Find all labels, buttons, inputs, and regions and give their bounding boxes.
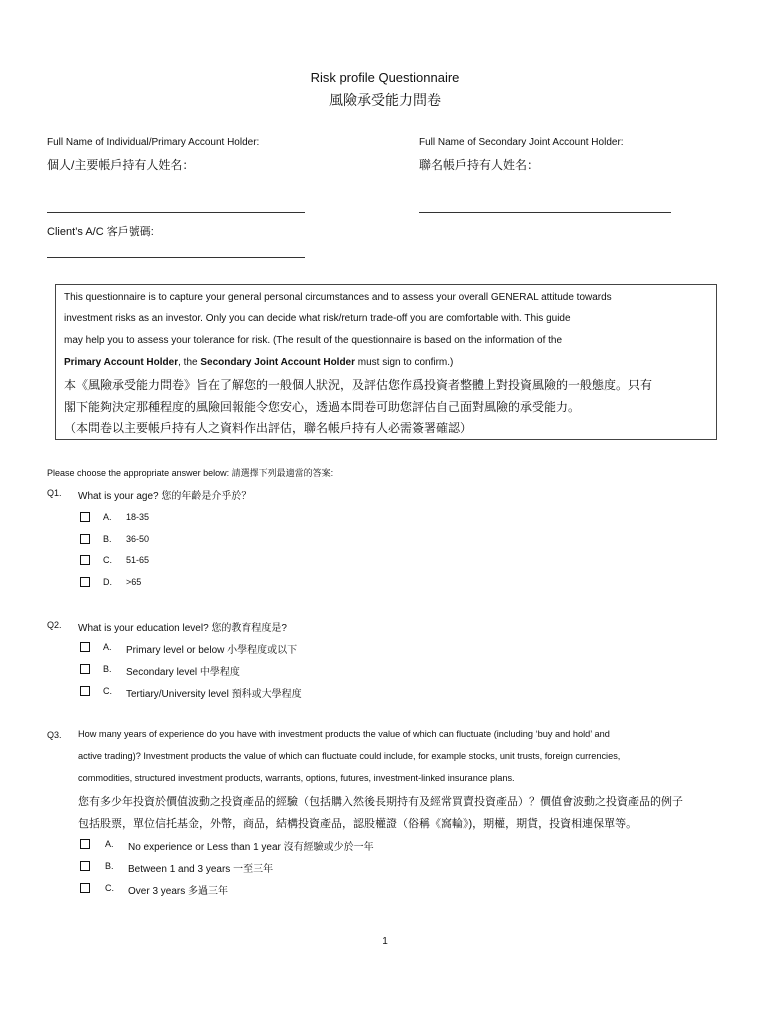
q2-option-c-letter: C.	[103, 686, 112, 696]
q2-option-b-letter: B.	[103, 664, 112, 674]
q1-option-b-letter: B.	[103, 534, 112, 544]
q3-option-c-letter: C.	[105, 883, 114, 893]
intro-line-3: may help you to assess your tolerance for risk. (The result of the questionnaire is based on the information of the	[64, 335, 563, 346]
title-chinese: 風險承受能力問卷	[329, 92, 441, 108]
q3-option-b-letter: B.	[105, 861, 114, 871]
primary-holder-label-en: Full Name of Individual/Primary Account Holder:	[47, 137, 260, 148]
q3-option-b-checkbox[interactable]	[80, 861, 90, 871]
page-number: 1	[382, 936, 388, 947]
q3-option-c-checkbox[interactable]	[80, 883, 90, 893]
q3-option-a-text: No experience or Less than 1 year 沒有經驗或少於一年	[128, 842, 374, 853]
q1-option-c-letter: C.	[103, 555, 112, 565]
secondary-holder-label-en: Full Name of Secondary Joint Account Holder:	[419, 137, 624, 148]
q2-text: What is your education level? 您的教育程度是?	[78, 623, 287, 634]
q1-option-d-letter: D.	[103, 577, 112, 587]
secondary-holder-bold: Secondary Joint Account Holder	[200, 357, 356, 368]
instruction: Please choose the appropriate answer below: 請選擇下列最適當的答案:	[47, 468, 334, 478]
q1-option-c-text: 51-65	[126, 555, 150, 565]
q2-option-c-checkbox[interactable]	[80, 686, 90, 696]
secondary-holder-name-line[interactable]	[419, 212, 671, 213]
q3-zh-1: 您有多少年投資於價值波動之投資產品的經驗（包括購入然後長期持有及經常買賣投資產品）？價值會波動之投資產品的例子	[78, 796, 683, 808]
intro-line-4	[64, 357, 453, 368]
intro-zh-2: 閣下能夠決定那種程度的風險回報能令您安心，透過本問卷可助您評估自己面對風險的承受能力。	[64, 400, 581, 414]
q2-option-b-text: Secondary level 中學程度	[126, 667, 240, 678]
q1-option-d-checkbox[interactable]	[80, 577, 90, 587]
q1-text: What is your age? 您的年齡是介乎於？	[78, 491, 252, 502]
q3-line-2: active trading)? Investment products the value of which can fluctuate could include, for example stocks, unit trusts, foreign currencies,	[78, 751, 621, 761]
q3-number: Q3.	[47, 730, 62, 740]
primary-holder-name-line[interactable]	[47, 212, 305, 213]
q3-line-1: How many years of experience do you have with investment products the value of which can fluctuate (including ‘buy and hold’ and	[78, 729, 610, 739]
q1-option-b-checkbox[interactable]	[80, 534, 90, 544]
q2-option-a-letter: A.	[103, 642, 112, 652]
q1-option-a-text: 18-35	[126, 512, 150, 522]
q2-option-b-checkbox[interactable]	[80, 664, 90, 674]
q2-option-c-text: Tertiary/University level 預科或大學程度	[126, 689, 302, 700]
title-english: Risk profile Questionnaire	[310, 70, 460, 85]
primary-holder-label-zh: 個人/主要帳戶持有人姓名：	[47, 158, 195, 172]
intro-line-4-end: must sign to confirm.)	[355, 357, 454, 368]
q3-option-c-text: Over 3 years 多過三年	[128, 886, 229, 897]
intro-line-2: investment risks as an investor. Only you can decide what risk/return trade-off you are comfortable with. This guide	[64, 313, 571, 324]
q3-line-3: commodities, structured investment products, warrants, options, futures, investment-linked insurance plans.	[78, 773, 515, 783]
secondary-holder-label-zh: 聯名帳戶持有人姓名：	[419, 158, 540, 172]
q2-option-a-checkbox[interactable]	[80, 642, 90, 652]
q3-zh-2: 包括股票，單位信托基金，外幣，商品，結構投資產品，認股權證（俗稱《窩輪》)，期權，期貨，投資相連保單等。	[78, 818, 638, 830]
primary-holder-bold: Primary Account Holder	[64, 357, 179, 368]
q1-option-a-letter: A.	[103, 512, 112, 522]
intro-line-4-mid: , the	[178, 357, 201, 368]
client-account-line[interactable]	[47, 257, 305, 258]
intro-line-1: This questionnaire is to capture your general personal circumstances and to assess your overall GENERAL attitude towards	[64, 292, 612, 303]
q3-option-a-checkbox[interactable]	[80, 839, 90, 849]
intro-zh-1: 本《風險承受能力問卷》旨在了解您的一般個人狀況，及評估您作爲投資者整體上對投資風險的一般態度。只有	[64, 378, 653, 392]
q1-option-b-text: 36-50	[126, 534, 150, 544]
q3-option-b-text: Between 1 and 3 years 一至三年	[128, 864, 274, 875]
q1-option-a-checkbox[interactable]	[80, 512, 90, 522]
client-account-label: Client’s A/C 客戶號碼:	[47, 226, 154, 238]
q3-option-a-letter: A.	[105, 839, 114, 849]
intro-zh-3: （本問卷以主要帳戶持有人之資料作出評估，聯名帳戶持有人必需簽署確認）	[64, 421, 473, 435]
q1-option-d-text: >65	[126, 577, 142, 587]
q1-number: Q1.	[47, 488, 62, 498]
q1-option-c-checkbox[interactable]	[80, 555, 90, 565]
q2-number: Q2.	[47, 620, 62, 630]
q2-option-a-text: Primary level or below 小學程度或以下	[126, 645, 298, 656]
